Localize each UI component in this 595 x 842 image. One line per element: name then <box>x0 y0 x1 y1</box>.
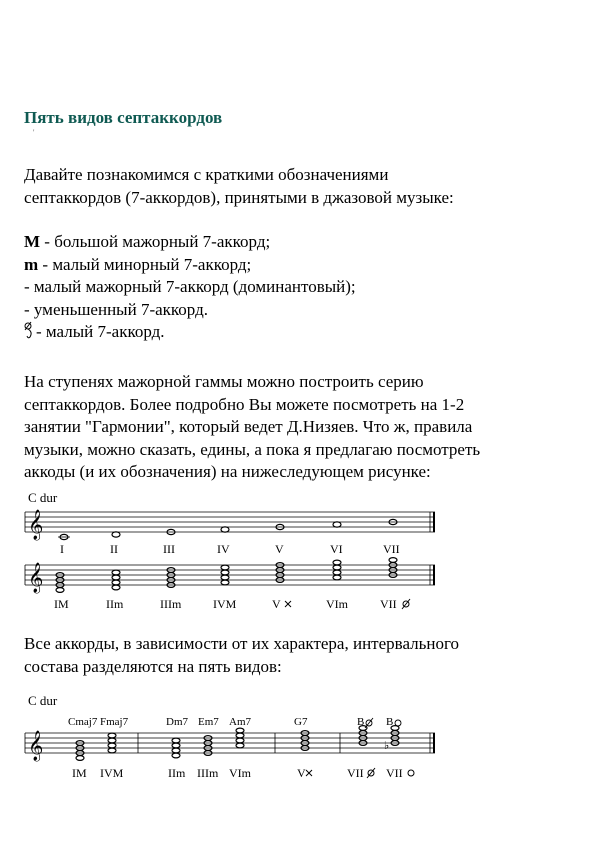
figure-key-label: C dur <box>28 693 58 708</box>
definition-major <box>24 231 584 254</box>
degree-label: II <box>110 542 118 556</box>
chord-name: G7 <box>294 716 308 728</box>
definition-text: - малый 7-аккорд. <box>36 322 165 341</box>
types-line: состава разделяются на пять видов: <box>24 656 282 676</box>
chord-label: IIm <box>106 597 124 611</box>
degree-label: V <box>297 766 306 780</box>
degree-label: VIm <box>229 766 251 780</box>
chord-name-labels <box>68 716 393 728</box>
chord-name: B <box>357 716 365 728</box>
figure-key-label: C dur <box>28 490 58 505</box>
definition-symbol: m <box>24 254 39 274</box>
scale-paragraph <box>24 371 584 484</box>
degree-label: IIIm <box>197 766 219 780</box>
scale-notes <box>58 519 397 539</box>
chord-labels <box>54 597 397 611</box>
chord-label: IM <box>54 597 69 611</box>
diminished-circle-icon <box>408 770 414 776</box>
definition-dominant <box>24 276 584 299</box>
diminished-symbol-icon <box>306 770 312 776</box>
degree-label: IIm <box>168 766 186 780</box>
chord-label: IIIm <box>160 597 182 611</box>
half-diminished-icon <box>367 768 375 778</box>
scale-line: музыки, можно сказать, едины, а пока я предлагаю посмотреть <box>24 439 481 459</box>
definition-diminished <box>24 299 584 322</box>
chord-name: Am7 <box>229 716 251 728</box>
definition-text: - малый минорный 7-аккорд; <box>38 254 252 274</box>
upper-staff <box>25 512 435 532</box>
small-mark: ' <box>33 128 35 137</box>
half-diminished-icon <box>402 599 410 609</box>
chord-label: IVM <box>213 597 237 611</box>
degree-labels <box>60 542 400 556</box>
definition-text: - малый мажорный 7-аккорд (доминантовый); <box>24 277 356 296</box>
degree-label: VI <box>330 542 343 556</box>
definition-text: - уменьшенный 7-аккорд. <box>24 299 208 319</box>
types-line: Все аккорды, в зависимости от их характера, интервального <box>24 634 460 653</box>
degree-label: V <box>275 542 284 556</box>
degree-label: VII <box>383 542 400 556</box>
treble-clef-icon: 𝄞 <box>28 731 44 760</box>
definition-symbol: M <box>24 232 41 251</box>
degree-label: IV <box>217 542 230 556</box>
chord-name: B <box>386 716 394 728</box>
diminished-symbol-icon <box>285 601 291 607</box>
treble-clef-icon: 𝄞 <box>28 510 44 539</box>
scale-line: На ступенях мажорной гаммы можно построить серию <box>24 372 424 391</box>
chord-staff <box>25 733 435 753</box>
page-title: Пять видов септаккордов <box>24 108 223 127</box>
chord-name: Cmaj7 <box>68 716 98 728</box>
half-diminished-icon <box>24 321 36 339</box>
chord-label: VIm <box>326 597 348 611</box>
chord-types-figure <box>20 693 440 788</box>
degree-label: IVM <box>100 766 124 780</box>
degree-labels <box>72 766 403 780</box>
degree-label: VII <box>386 766 403 780</box>
scale-line: аккоды (и их обозначения) на нижеследующем рисунке: <box>24 462 431 481</box>
degree-label: VII <box>347 766 364 780</box>
scale-line: занятии "Гармонии", который ведет Д.Низяев. Что ж, правила <box>24 417 473 436</box>
chord-name: Dm7 <box>166 716 188 728</box>
definition-text: - большой мажорный 7-аккорд; <box>40 232 271 251</box>
definition-half-diminished <box>24 321 584 344</box>
lower-staff <box>25 565 435 585</box>
flat-icon: ♭ <box>384 740 390 752</box>
degree-label: III <box>163 542 175 556</box>
types-paragraph <box>24 633 584 678</box>
treble-clef-icon: 𝄞 <box>28 563 44 592</box>
intro-line: Давайте познакомимся с краткими обозначениями <box>24 165 389 184</box>
chord-label: V <box>272 597 281 611</box>
intro-line: септаккордов (7-аккордов), принятыми в джазовой музыке: <box>24 187 454 207</box>
scale-line: септаккордов. Более подробно Вы можете посмотреть на 1-2 <box>24 394 465 414</box>
scale-chords-figure <box>20 490 440 620</box>
intro-paragraph <box>24 164 584 209</box>
chord-name: Em7 <box>198 716 219 728</box>
definitions-list <box>24 231 584 344</box>
degree-label: IM <box>72 766 87 780</box>
chord-name: Fmaj7 <box>100 716 129 728</box>
degree-label: I <box>60 542 64 556</box>
chord-label: VII <box>380 597 397 611</box>
chord-quality-marks <box>365 718 401 728</box>
definition-minor <box>24 254 584 277</box>
